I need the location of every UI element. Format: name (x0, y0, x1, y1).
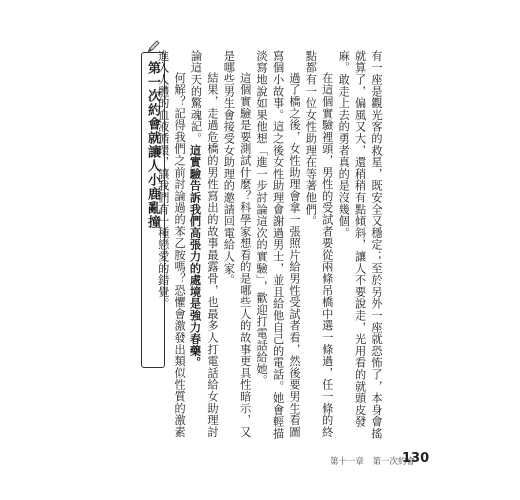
page-number: 130 (402, 451, 430, 466)
paragraph-4: 這個實驗是要測試什麼？科學家想看的是哪些人的故事更具性暗示，又是哪些男生會接受女助理的邀請回電給人家。 (222, 50, 252, 439)
paragraph-5-text: 結果，走過危橋的男性寫出的故事最露骨，也最多人打電話給女助理討論這天的驚魂記。 (189, 50, 219, 439)
body-text (156, 50, 384, 442)
paragraph-1: 有一座是觀光客的救星，既安全又穩定；至於另外一座就恐怖了，本身會搖就算了，偏風又大，還稍稍有點傾斜，讓人不要說走，光用看的就頭皮發麻。敢走上去的勇者真的是沒幾個。 (337, 50, 383, 440)
paragraph-6: 何解？記得我們之前討論過的苯乙胺嗎？恐懼會激發出類似性質的激素進入人體的血液循環，讓我們有一種戀愛的錯覺。 (156, 50, 187, 439)
paragraph-5 (187, 50, 220, 442)
running-footer: 第十一章 第一次約會 (330, 457, 416, 467)
callout-title: 第一次約會就讓人小鹿亂撞 (145, 61, 160, 229)
paragraph-5-emphasis: 這實驗告訴我們高張力的處境是強力春藥。 (188, 144, 203, 369)
paragraph-3: 過了橋之後，女性助理會拿一張照片給男性受試者看，然後要男生看圖寫個小故事。這之後女性助理會謝過男士，並且給他自己的電話。她會輕描淡寫地說如果他想「進一步討論這次的實驗」，歡迎打電話給她。 (255, 50, 301, 440)
paragraph-2: 在這個實驗裡頭，男性的受試者要從兩條吊橋中選一條過，任一條的終點都有一位女性助理在等著他們。 (304, 50, 334, 439)
